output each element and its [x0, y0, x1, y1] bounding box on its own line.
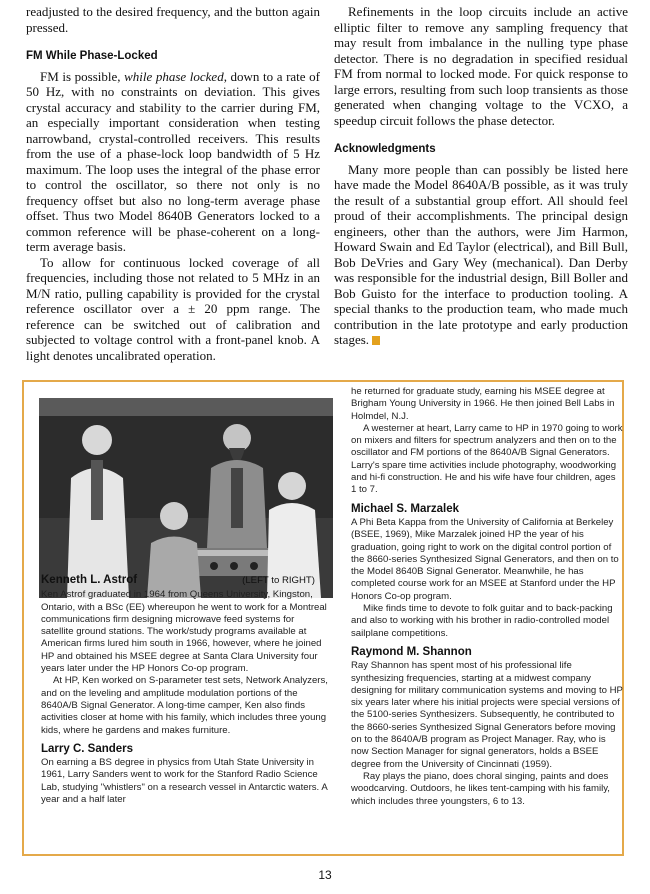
end-of-article-icon: [372, 336, 380, 345]
section-heading-fm: FM While Phase-Locked: [26, 50, 158, 62]
bio-marzalek-paragraph-2: Mike finds time to devote to folk guitar and to back-packing and also to working with his brother in radio-controlled model sailplane competitions.: [351, 603, 613, 639]
bio-shannon-paragraph-2: Ray plays the piano, does choral singing, paints and does woodcarving. Outdoors, he likes tent-camping with his family, which includes three youngsters, 6 to 13.: [351, 770, 610, 807]
bio-column-right: [351, 386, 623, 808]
bio-shannon-paragraph-1: Ray Shannon has spent most of his professional life synthesizing frequencies, starting at a midwest company designing for military communication systems and moving to HP six years later where his initial projects were special versions of the 5100-series Synthesizers. Subsequently, he contributed to the 8660-series Synthesized Signal Generators before moving on to the 8640A/B program as Project Manager. Ray, who is now Section Manager for signal generators, holds a BSEE degree from the University of Cincinnati (1959).: [351, 660, 623, 770]
right-column: [334, 4, 628, 348]
photo-caption: (LEFT to RIGHT): [242, 575, 315, 586]
page-number: 13: [318, 868, 332, 882]
bio-astrof-paragraph-1: Ken Astrof graduated in 1964 from Queens University, Kingston, Ontario, with a BSc (EE) whereupon he went to work for a Montreal communications firm designing microwave feed systems for satellite ground stations. The work/study programs available at American firms lured him south in 1966, however, where he joined HP and obtained his MSEE degree at Santa Clara University four years later under the HP Honors Co-op program.: [41, 589, 327, 675]
bio-name-astrof: Kenneth L. Astrof: [41, 574, 138, 586]
author-biographies-box: [22, 380, 624, 856]
refinements-paragraph: Refinements in the loop circuits include an active elliptic filter to remove any sampling frequency that may result from imbalance in the nulling type phase detector. There is no degradation in specified residual FM from normal to locked mode. For quick response to large errors, resulting from such loop transients as those generated when changing voltage to the VCXO, a speedup circuit follows the phase detector.: [334, 4, 628, 128]
authors-photo: [39, 398, 333, 598]
bio-column-left: [41, 574, 329, 806]
fm-paragraph-1: FM is possible, while phase locked, down to a rate of 50 Hz, with no constraints on deviation. This gives crystal accuracy and stability to the carrier during FM, an especially important consideration when testing narrowband, crystal-controlled receivers. This results from the use of a phase-lock loop bandwidth of 5 Hz maximum. The loop uses the integral of the phase error to control the oscillator, so there not only is no frequency offset but also no long-term average phase offset. Thus two Model 8640B Generators locked to a common reference will be phase-coherent on a long-term average basis.: [26, 68, 320, 254]
authors-photo-image: [39, 398, 333, 598]
bio-sanders-paragraph-1-continued: he returned for graduate study, earning his MSEE degree at Brigham Young University in 1966. He then joined Bell Labs in Holmdel, N.J.: [351, 386, 615, 422]
continued-paragraph: readjusted to the desired frequency, and the button again pressed.: [26, 4, 320, 35]
bio-name-marzalek: Michael S. Marzalek: [351, 502, 460, 515]
fm-paragraph-2: To allow for continuous locked coverage of all frequencies, including those not related to 5 MHz in an M/N ratio, pulling capability is provided for the crystal reference oscillator over a ± 20 ppm range. The reference can be switched out of calibration and subjected to voltage control with a front-panel knob. A light denotes uncalibrated operation.: [26, 254, 320, 363]
left-column: [26, 4, 320, 363]
bio-marzalek-paragraph-1: A Phi Beta Kappa from the University of California at Berkeley (BSEE, 1969), Mike Marzalek joined HP the year of his graduation, going right to work on the digital control portion of the 8660-series Synthesized Signal Generators, and then on to the Model 8640B Signal Generator. Meanwhile, he has completed course work for an MSEE at Stanford under the HP Honors Co-op program.: [351, 516, 619, 602]
acknowledgments-paragraph: Many more people than can possibly be listed here have made the Model 8640A/B possible, as it was truly the result of a substantial group effort. All should feel proud of their accomplishments. The principal design engineers, other than the authors, were Jim Harmon, Howard Swain and Ed Taylor (electrical), and Bill Bull, Bob DeVries and Gary Wey (mechanical). Dan Derby was responsible for the industrial design, Bill Boller and Bob Guisto for the interface to production tooling. A special thanks to the production team, who made much contribution in the late prototype and early production stages.: [334, 161, 628, 347]
photo-caption-row: [41, 574, 329, 587]
bio-astrof-paragraph-2: At HP, Ken worked on S-parameter test sets, Network Analyzers, and on the leveling and amplitude modulation portions of the 8640A/B Signal Generator. A long-time camper, Ken also finds activities closer at home with his family, which includes three young kids, where he gardens and makes furniture.: [41, 675, 328, 736]
bio-sanders-paragraph-2: A westerner at heart, Larry came to HP in 1970 going to work on mixers and filters for spectrum analyzers and then on to the oscillator and FM portions of the 8640A/B Signal Generators. Larry's spare time activities include photography, woodworking and hi-fi construction. He and his wife have four children, ages 1 to 7.: [351, 422, 623, 496]
section-heading-acknowledgments: Acknowledgments: [334, 143, 436, 155]
bio-sanders-paragraph-1: On earning a BS degree in physics from Utah State University in 1961, Larry Sanders went to work for the Stanford Radio Science Lab, studying "whistlers" on a research vessel in Antarctic waters. A year and a half later: [41, 757, 328, 806]
bio-name-sanders: Larry C. Sanders: [41, 742, 134, 755]
bio-name-shannon: Raymond M. Shannon: [351, 645, 472, 658]
